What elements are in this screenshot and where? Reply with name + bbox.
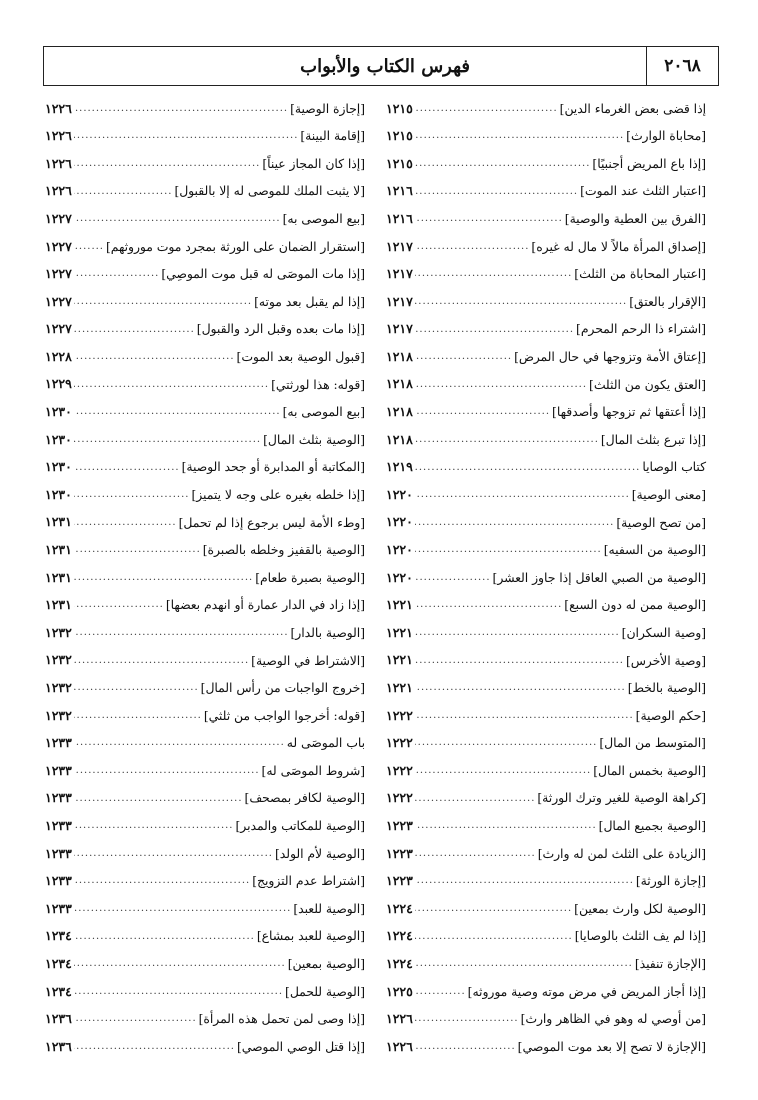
index-entry	[386, 1033, 706, 1061]
index-entry	[45, 288, 365, 316]
entry-title: [الوصية بثلث المال]	[263, 432, 365, 447]
entry-title: [إذا مات بعده وقبل الرد والقبول]	[196, 322, 365, 337]
leader-dots	[74, 269, 159, 279]
index-entry	[386, 674, 706, 702]
entry-page-number: ١٢٣٠	[45, 486, 72, 502]
page-title: فهرس الكتاب والأبواب	[300, 55, 470, 77]
index-entry	[45, 978, 365, 1006]
index-entry	[45, 150, 365, 178]
leader-dots	[74, 573, 253, 583]
entry-title: [الوصية بجميع المال]	[598, 819, 706, 834]
entry-title: [الاشتراط في الوصية]	[251, 653, 365, 668]
leader-dots	[415, 1014, 519, 1024]
index-entry	[386, 895, 706, 923]
entry-page-number: ١٢٣٢	[45, 624, 72, 640]
leader-dots	[415, 573, 491, 583]
entry-page-number: ١٢٣٢	[45, 652, 72, 668]
leader-dots	[74, 794, 243, 804]
entry-page-number: ١٢٣٦	[45, 1038, 72, 1054]
leader-dots	[74, 325, 195, 335]
entry-page-number: ١٢٢٦	[386, 1011, 413, 1027]
entry-page-number: ١٢٢٢	[386, 762, 413, 778]
index-entry	[45, 592, 365, 620]
leader-dots	[74, 766, 260, 776]
entry-title: [اعتبار المحاباة من الثلث]	[574, 267, 706, 282]
entry-title: [اشتراط عدم التزويج]	[252, 874, 365, 889]
entry-title: [الوصية بخمس المال]	[593, 763, 706, 778]
entry-page-number: ١٢١٩	[386, 459, 413, 475]
entry-page-number: ١٢٢٦	[45, 183, 72, 199]
index-entry	[45, 454, 365, 482]
entry-title: إذا قضى بعض الغرماء الدين]	[559, 101, 706, 116]
entry-title: [إذا أجاز المريض في مرض موته وصية موروثه]	[467, 984, 706, 999]
leader-dots	[74, 711, 202, 721]
entry-page-number: ١٢١٧	[386, 266, 413, 282]
entry-title: [الوصية للمكاتب والمدبر]	[235, 819, 365, 834]
leader-dots	[415, 600, 562, 610]
entry-title: [الوصية للعبد]	[293, 901, 365, 916]
index-entry	[386, 978, 706, 1006]
leader-dots	[415, 683, 626, 693]
index-entry	[45, 537, 365, 565]
entry-title: [المتوسط من المال]	[599, 736, 706, 751]
entry-title: [إصداق المرأة مالاً لا مال له غيره]	[531, 239, 706, 254]
leader-dots	[415, 1042, 516, 1052]
entry-page-number: ١٢١٦	[386, 183, 413, 199]
index-entry	[45, 950, 365, 978]
page-number: ٢٠٦٨	[646, 47, 718, 85]
entry-page-number: ١٢٢٠	[386, 542, 413, 558]
index-entry	[45, 481, 365, 509]
leader-dots	[415, 242, 530, 252]
entry-title: [الوصية بالقفيز وخلطه بالصبرة]	[202, 543, 365, 558]
index-entry	[45, 647, 365, 675]
index-entry	[45, 509, 365, 537]
leader-dots	[74, 407, 281, 417]
leader-dots	[74, 849, 273, 859]
index-entry	[45, 730, 365, 758]
entry-page-number: ١٢٣٣	[45, 762, 72, 778]
entry-page-number: ١٢٣٠	[45, 431, 72, 447]
entry-page-number: ١٢١٨	[386, 404, 413, 420]
leader-dots	[74, 242, 104, 252]
index-entry	[386, 647, 706, 675]
index-entry	[45, 785, 365, 813]
leader-dots	[415, 490, 630, 500]
leader-dots	[415, 545, 602, 555]
entry-title: [إذا لم يف الثلث بالوصايا]	[574, 929, 706, 944]
entry-page-number: ١٢١٧	[386, 238, 413, 254]
entry-page-number: ١٢٣٣	[45, 900, 72, 916]
index-entry	[45, 895, 365, 923]
leader-dots	[415, 876, 634, 886]
entry-page-number: ١٢٢٦	[45, 155, 72, 171]
index-entry	[45, 123, 365, 151]
leader-dots	[74, 104, 288, 114]
entry-title: [إذا زاد في الدار عمارة أو انهدم بعضها]	[165, 598, 365, 613]
index-entry	[45, 674, 365, 702]
entry-title: [خروج الواجبات من رأس المال]	[200, 681, 365, 696]
index-column-left	[45, 95, 365, 1061]
entry-page-number: ١٢٣١	[45, 569, 72, 585]
index-entry	[45, 564, 365, 592]
entry-title: [اشتراء ذا الرحم المحرم]	[576, 322, 706, 337]
entry-page-number: ١٢٣٣	[45, 845, 72, 861]
entry-title: [الوصية للحمل]	[285, 984, 365, 999]
entry-page-number: ١٢٢٦	[45, 100, 72, 116]
entry-title: [الوصية من الصبي العاقل إذا جاوز العشر]	[492, 570, 706, 585]
entry-title: [إذا أعتقها ثم تزوجها وأصدقها]	[552, 405, 706, 420]
entry-title: [الوصية لأم الولد]	[274, 846, 365, 861]
leader-dots	[74, 435, 261, 445]
index-entry	[45, 812, 365, 840]
entry-page-number: ١٢٢٤	[386, 928, 413, 944]
entry-page-number: ١٢٢٧	[45, 293, 72, 309]
leader-dots	[74, 904, 291, 914]
entry-title: [إجازة الورثة]	[635, 874, 706, 889]
leader-dots	[74, 1042, 235, 1052]
leader-dots	[74, 628, 289, 638]
entry-title: [إذا تبرع بثلث المال]	[600, 432, 706, 447]
leader-dots	[74, 600, 164, 610]
entry-title: [الإجازة لا تصح إلا بعد موت الموصي]	[517, 1039, 706, 1054]
entry-page-number: ١٢٢٧	[45, 266, 72, 282]
index-entry	[386, 619, 706, 647]
entry-page-number: ١٢٢٨	[45, 348, 72, 364]
entry-page-number: ١٢٢٢	[386, 707, 413, 723]
index-entry	[45, 702, 365, 730]
entry-title: [الفرق بين العطية والوصية]	[564, 212, 706, 227]
index-entry	[386, 868, 706, 896]
index-entry	[45, 923, 365, 951]
entry-title: [الوصية بالخط]	[627, 681, 706, 696]
entry-page-number: ١٢٣١	[45, 542, 72, 558]
index-entry	[45, 178, 365, 206]
leader-dots	[415, 214, 563, 224]
entry-title: [الوصية من السفيه]	[603, 543, 706, 558]
index-entry	[386, 205, 706, 233]
leader-dots	[415, 711, 634, 721]
leader-dots	[415, 104, 558, 114]
index-entry	[45, 1006, 365, 1034]
index-entry	[386, 812, 706, 840]
leader-dots	[74, 876, 250, 886]
entry-title: [إذا مات الموصَى له قبل موت الموصِي]	[161, 267, 365, 282]
entry-title: كتاب الوصايا	[642, 460, 706, 475]
entry-page-number: ١٢١٥	[386, 100, 413, 116]
entry-page-number: ١٢٣١	[45, 514, 72, 530]
leader-dots	[415, 131, 624, 141]
entry-title: [معنى الوصية]	[631, 487, 706, 502]
leader-dots	[74, 683, 199, 693]
entry-title: [بيع الموصى به]	[282, 212, 365, 227]
entry-title: [إذا كان المجاز عيناً]	[262, 156, 365, 171]
entry-title: [قوله: هذا لورثتي]	[271, 377, 365, 392]
leader-dots	[415, 821, 597, 831]
entry-page-number: ١٢٣٤	[45, 983, 72, 999]
index-entry	[45, 757, 365, 785]
leader-dots	[415, 325, 574, 335]
entry-page-number: ١٢١٨	[386, 431, 413, 447]
leader-dots	[74, 214, 281, 224]
index-entry	[386, 399, 706, 427]
entry-page-number: ١٢٢٣	[386, 817, 413, 833]
leader-dots	[74, 821, 234, 831]
entry-page-number: ١٢٢٩	[45, 376, 72, 392]
leader-dots	[74, 463, 180, 473]
entry-page-number: ١٢١٨	[386, 376, 413, 392]
entry-title: [الوصية للعبد بمشاع]	[256, 929, 365, 944]
index-entry	[386, 426, 706, 454]
index-entry	[386, 702, 706, 730]
index-entry	[386, 123, 706, 151]
entry-page-number: ١٢٣٤	[45, 955, 72, 971]
entry-page-number: ١٢٣١	[45, 597, 72, 613]
leader-dots	[415, 463, 640, 473]
index-entry	[386, 923, 706, 951]
index-entry	[386, 316, 706, 344]
entry-title: [بيع الموصى به]	[282, 405, 365, 420]
leader-dots	[74, 352, 235, 362]
entry-title: [قوله: أخرجوا الواجب من ثلثي]	[203, 708, 365, 723]
leader-dots	[415, 656, 624, 666]
entry-title: [إذا قتل الوصي الموصي]	[236, 1039, 365, 1054]
index-entry	[45, 1033, 365, 1061]
entry-title: [الوصية بصبرة طعام]	[255, 570, 365, 585]
leader-dots	[74, 1014, 197, 1024]
index-entry	[45, 868, 365, 896]
index-entry	[386, 950, 706, 978]
entry-page-number: ١٢٣٢	[45, 680, 72, 696]
index-entry	[45, 399, 365, 427]
entry-page-number: ١٢١٨	[386, 348, 413, 364]
index-entry	[45, 371, 365, 399]
entry-page-number: ١٢٣٤	[45, 928, 72, 944]
leader-dots	[415, 849, 536, 859]
entry-title: [اعتبار الثلث عند الموت]	[580, 184, 706, 199]
index-entry	[45, 261, 365, 289]
entry-title: [إعتاق الأمة وتزوجها في حال المرض]	[514, 349, 706, 364]
entry-title: [الزيادة على الثلث لمن له وارث]	[537, 846, 706, 861]
leader-dots	[415, 932, 573, 942]
index-entry	[386, 233, 706, 261]
entry-title: [إذا خلطه بغيره على وجه لا يتميز]	[191, 487, 365, 502]
leader-dots	[415, 794, 536, 804]
entry-page-number: ١٢٢١	[386, 652, 413, 668]
entry-page-number: ١٢١٥	[386, 155, 413, 171]
index-entry	[45, 343, 365, 371]
index-entry	[386, 343, 706, 371]
index-entry	[386, 454, 706, 482]
leader-dots	[415, 959, 633, 969]
entry-title: [إجازة الوصية]	[290, 101, 365, 116]
entry-title: [كراهة الوصية للغير وترك الورثة]	[537, 791, 706, 806]
entry-title: باب الموصَى له	[286, 736, 365, 751]
index-entry	[386, 371, 706, 399]
entry-page-number: ١٢٢٢	[386, 735, 413, 751]
index-entry	[386, 840, 706, 868]
entry-page-number: ١٢٢٣	[386, 873, 413, 889]
entry-title: [إذا باع المريض أجنبيًا]	[592, 156, 706, 171]
index-entry	[45, 205, 365, 233]
leader-dots	[415, 407, 550, 417]
entry-page-number: ١٢٢١	[386, 680, 413, 696]
entry-page-number: ١٢٢٤	[386, 900, 413, 916]
index-entry	[45, 233, 365, 261]
entry-title: [إذا وصى لمن تحمل هذه المرأة]	[198, 1012, 365, 1027]
index-entry	[386, 730, 706, 758]
leader-dots	[415, 380, 587, 390]
entry-page-number: ١٢٢٠	[386, 514, 413, 530]
entry-title: [شروط الموصَى له]	[261, 763, 365, 778]
index-entry	[386, 785, 706, 813]
leader-dots	[415, 435, 599, 445]
entry-page-number: ١٢١٧	[386, 321, 413, 337]
index-entry	[386, 564, 706, 592]
leader-dots	[74, 932, 255, 942]
entry-page-number: ١٢١٥	[386, 128, 413, 144]
index-entry	[45, 426, 365, 454]
entry-title: [إقامة البينة]	[300, 129, 365, 144]
leader-dots	[415, 269, 572, 279]
index-entry	[45, 619, 365, 647]
leader-dots	[415, 352, 512, 362]
entry-title: [حكم الوصية]	[635, 708, 706, 723]
leader-dots	[415, 904, 572, 914]
entry-title: [وصية السكران]	[621, 625, 706, 640]
entry-page-number: ١٢٢٢	[386, 790, 413, 806]
entry-page-number: ١٢٣٢	[45, 707, 72, 723]
index-entry	[386, 537, 706, 565]
entry-page-number: ١٢٢١	[386, 597, 413, 613]
index-entry	[386, 178, 706, 206]
leader-dots	[415, 518, 614, 528]
leader-dots	[74, 738, 285, 748]
index-entry	[386, 150, 706, 178]
index-entry	[386, 1006, 706, 1034]
entry-title: [لا يثبت الملك للموصى له إلا بالقبول]	[174, 184, 365, 199]
entry-title: [إذا لم يقبل بعد موته]	[254, 294, 365, 309]
leader-dots	[415, 159, 591, 169]
entry-title: [استقرار الضمان على الورثة بمجرد موت موروثهم]	[105, 239, 365, 254]
index-entry	[45, 840, 365, 868]
leader-dots	[74, 131, 299, 141]
entry-page-number: ١٢٢٧	[45, 321, 72, 337]
entry-page-number: ١٢٣٣	[45, 790, 72, 806]
index-entry	[45, 316, 365, 344]
index-entry	[386, 592, 706, 620]
entry-page-number: ١٢٢٠	[386, 569, 413, 585]
index-entry	[386, 95, 706, 123]
entry-page-number: ١٢٢١	[386, 624, 413, 640]
leader-dots	[415, 187, 578, 197]
leader-dots	[74, 987, 283, 997]
index-entry	[386, 261, 706, 289]
entry-page-number: ١٢٢٧	[45, 238, 72, 254]
entry-title: [محاباة الوارث]	[626, 129, 706, 144]
entry-title: [الوصية بالدار]	[290, 625, 365, 640]
leader-dots	[74, 518, 177, 528]
entry-title: [من أوصي له وهو في الظاهر وارث]	[520, 1012, 706, 1027]
entry-page-number: ١٢٣٠	[45, 459, 72, 475]
leader-dots	[74, 159, 260, 169]
entry-title: [وطء الأمة ليس برجوع إذا لم تحمل]	[178, 515, 365, 530]
leader-dots	[74, 545, 201, 555]
entry-page-number: ١٢٣٣	[45, 735, 72, 751]
leader-dots	[415, 738, 598, 748]
entry-page-number: ١٢٣٣	[45, 817, 72, 833]
index-entry	[45, 95, 365, 123]
leader-dots	[74, 187, 173, 197]
entry-title: [العتق يكون من الثلث]	[589, 377, 706, 392]
entry-page-number: ١٢١٦	[386, 210, 413, 226]
entry-title: [من تصح الوصية]	[616, 515, 706, 530]
entry-title: [الوصية بمعين]	[287, 957, 365, 972]
leader-dots	[415, 766, 591, 776]
leader-dots	[74, 490, 190, 500]
leader-dots	[415, 987, 466, 997]
index-entry	[386, 757, 706, 785]
leader-dots	[74, 297, 252, 307]
entry-title: [الوصية لكافر بمصحف]	[244, 791, 365, 806]
entry-page-number: ١٢٢٠	[386, 486, 413, 502]
index-entry	[386, 481, 706, 509]
leader-dots	[74, 959, 286, 969]
entry-title: [الإقرار بالعتق]	[629, 294, 706, 309]
leader-dots	[415, 297, 627, 307]
entry-page-number: ١٢٢٣	[386, 845, 413, 861]
entry-page-number: ١٢٢٧	[45, 210, 72, 226]
index-column-right	[386, 95, 706, 1061]
entry-page-number: ١٢٢٥	[386, 983, 413, 999]
entry-page-number: ١٢٢٦	[386, 1038, 413, 1054]
entry-title: [قبول الوصية بعد الموت]	[236, 349, 365, 364]
entry-page-number: ١٢١٧	[386, 293, 413, 309]
entry-page-number: ١٢٣٦	[45, 1011, 72, 1027]
leader-dots	[415, 628, 620, 638]
leader-dots	[74, 656, 249, 666]
entry-page-number: ١٢٣٣	[45, 873, 72, 889]
index-entry	[386, 288, 706, 316]
leader-dots	[74, 380, 269, 390]
entry-title: [الإجازة تنفيذ]	[634, 957, 706, 972]
page-header	[43, 46, 719, 86]
entry-page-number: ١٢٢٤	[386, 955, 413, 971]
entry-title: [الوصية ممن له دون السبع]	[564, 598, 706, 613]
entry-title: [الوصية لكل وارث بمعين]	[574, 901, 706, 916]
entry-page-number: ١٢٣٠	[45, 404, 72, 420]
entry-title: [وصية الأخرس]	[625, 653, 706, 668]
entry-title: [المكاتبة أو المدابرة أو جحد الوصية]	[181, 460, 365, 475]
index-entry	[386, 509, 706, 537]
entry-page-number: ١٢٢٦	[45, 128, 72, 144]
